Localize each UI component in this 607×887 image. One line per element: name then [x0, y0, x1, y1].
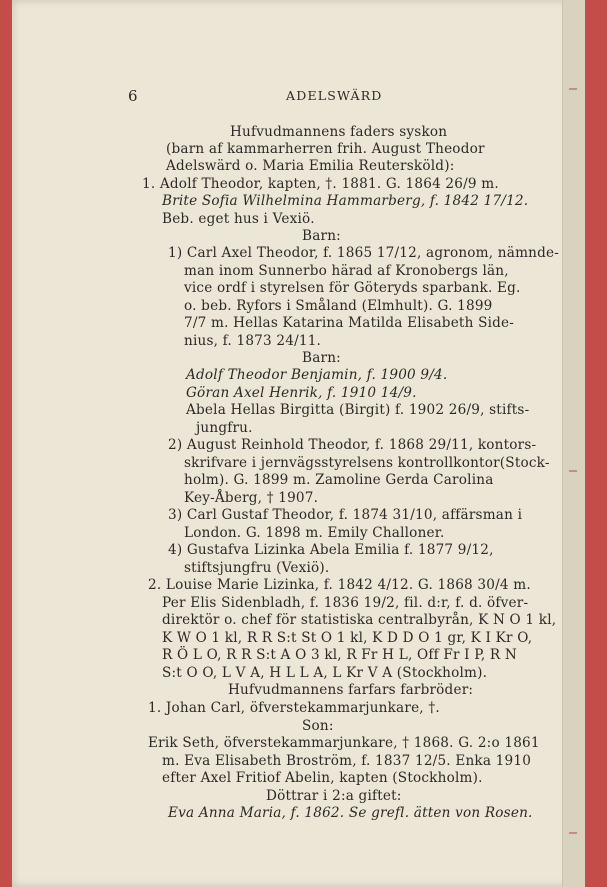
text-line: S:t O O, L V A, H L L A, L Kr V A (Stockholm).	[162, 665, 488, 681]
text-line: direktör o. chef för statistiska centralbyrån, K N O 1 kl,	[162, 612, 557, 628]
text-line: 1) Carl Axel Theodor, f. 1865 17/12, agronom, nämnde-	[168, 245, 560, 261]
text-line: Beb. eget hus i Vexiö.	[162, 211, 315, 227]
gutter-mark	[569, 88, 577, 90]
text-line: 1. Johan Carl, öfverstekammarjunkare, †.	[148, 700, 440, 716]
sub-heading: Barn:	[302, 228, 341, 244]
text-line: London. G. 1898 m. Emily Challoner.	[184, 525, 445, 541]
text-line: Brite Sofia Wilhelmina Hammarberg, f. 1842 17/12.	[162, 193, 529, 209]
text-line: 1. Adolf Theodor, kapten, †. 1881. G. 1864 26/9 m.	[142, 176, 499, 192]
text-line: nius, f. 1873 24/11.	[184, 333, 322, 349]
section-heading: Hufvudmannens farfars farbröder:	[228, 682, 474, 698]
text-line: jungfru.	[196, 420, 253, 436]
text-line: K W O 1 kl, R R S:t St O 1 kl, K D D O 1 gr, K I Kr O,	[162, 630, 533, 646]
text-line: Eva Anna Maria, f. 1862. Se grefl. ätten von Rosen.	[168, 805, 533, 821]
text-line: stiftsjungfru (Vexiö).	[184, 560, 330, 576]
text-line: Adolf Theodor Benjamin, f. 1900 9/4.	[186, 367, 448, 383]
running-head: ADELSWÄRD	[286, 88, 383, 103]
text-line: vice ordf i styrelsen för Göteryds sparbank. Eg.	[184, 280, 521, 296]
text-line: o. beb. Ryfors i Småland (Elmhult). G. 1899	[184, 298, 493, 314]
text-line: man inom Sunnerbo härad af Kronobergs län,	[184, 263, 509, 279]
text-line: Per Elis Sidenbladh, f. 1836 19/2, fil. d:r, f. d. öfver-	[162, 595, 529, 611]
text-line: Göran Axel Henrik, f. 1910 14/9.	[186, 385, 417, 401]
text-line: Adelswärd o. Maria Emilia Reutersköld):	[166, 158, 455, 174]
sub-heading: Son:	[302, 718, 334, 734]
text-line: m. Eva Elisabeth Broström, f. 1837 12/5. Enka 1910	[162, 753, 532, 769]
text-line: holm). G. 1899 m. Zamoline Gerda Carolina	[184, 472, 494, 488]
text-line: Erik Seth, öfverstekammarjunkare, † 1868. G. 2:o 1861	[148, 735, 540, 751]
text-line: R Ö L O, R R S:t A O 3 kl, R Fr H L, Off Fr I P, R N	[162, 647, 517, 663]
text-line: (barn af kammarherren frih. August Theodor	[166, 141, 485, 157]
text-line: Abela Hellas Birgitta (Birgit) f. 1902 26/9, stifts-	[186, 402, 530, 418]
text-line: skrifvare i jernvägsstyrelsens kontrollkontor(Stock-	[184, 455, 550, 471]
text-line: 4) Gustafva Lizinka Abela Emilia f. 1877 9/12,	[168, 542, 494, 558]
page-gutter	[562, 0, 585, 887]
book-page	[12, 0, 585, 887]
section-heading: Hufvudmannens faders syskon	[230, 124, 448, 140]
gutter-mark	[569, 832, 577, 834]
text-line: 2) August Reinhold Theodor, f. 1868 29/11, kontors-	[168, 437, 537, 453]
text-line: Key-Åberg, † 1907.	[184, 490, 319, 506]
page-number: 6	[128, 87, 138, 105]
sub-heading: Barn:	[302, 350, 341, 366]
text-line: 2. Louise Marie Lizinka, f. 1842 4/12. G. 1868 30/4 m.	[148, 577, 531, 593]
text-line: 7/7 m. Hellas Katarina Matilda Elisabeth Side-	[184, 315, 515, 331]
text-line: 3) Carl Gustaf Theodor, f. 1874 31/10, affärsman i	[168, 507, 523, 523]
gutter-mark	[569, 470, 577, 472]
text-line: efter Axel Fritiof Abelin, kapten (Stockholm).	[162, 770, 483, 786]
sub-heading: Döttrar i 2:a giftet:	[266, 788, 402, 804]
